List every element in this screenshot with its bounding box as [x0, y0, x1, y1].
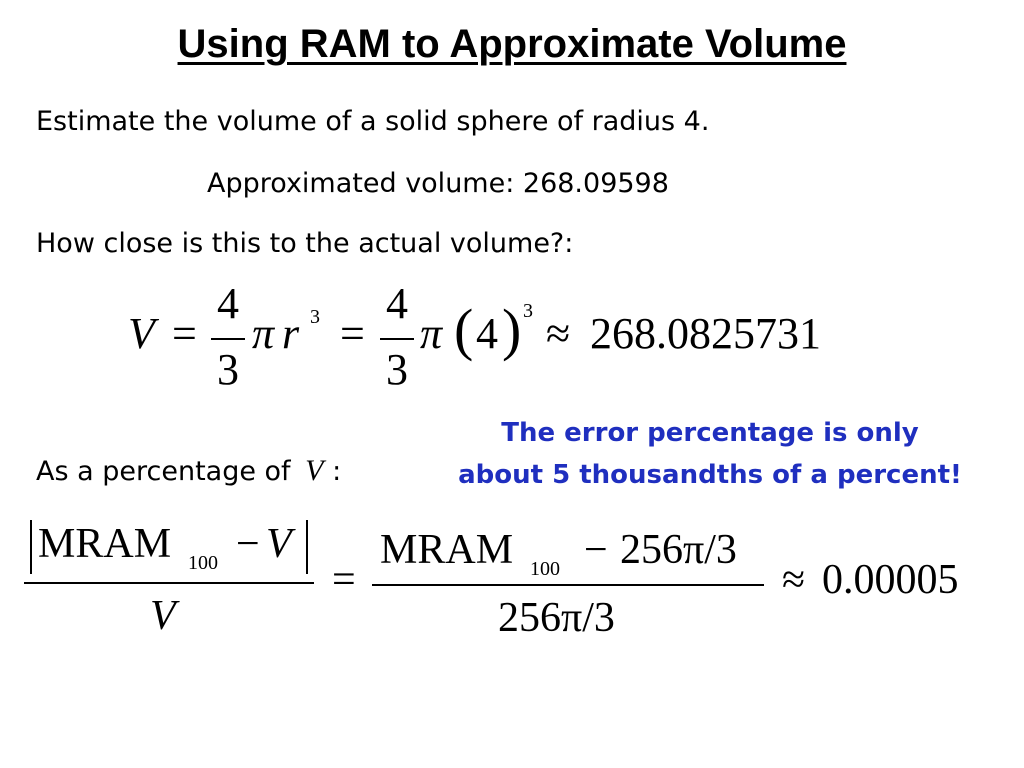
- formula2-minus: −: [236, 521, 260, 567]
- percentage-variable: V: [305, 454, 324, 487]
- formula2-v: V: [266, 521, 292, 567]
- approximated-volume-text: Approximated volume: 268.09598: [207, 168, 669, 199]
- percentage-label-row: [36, 454, 341, 488]
- fraction-bar-2: [380, 338, 414, 340]
- question-text: How close is this to the actual volume?:: [36, 228, 574, 259]
- formula-right-paren: ): [502, 297, 522, 362]
- formula2-subscript-2: 100: [530, 558, 560, 580]
- formula2-equals: =: [332, 557, 356, 603]
- formula-v: V: [128, 309, 155, 358]
- formula-pi-1: π: [252, 309, 275, 358]
- formula-equals-2: =: [340, 309, 365, 358]
- intro-text: Estimate the volume of a solid sphere of radius 4.: [36, 106, 710, 137]
- formula-approx-1: ≈: [546, 309, 571, 358]
- abs-bar-left: [30, 520, 32, 574]
- formula2-approx: ≈: [782, 557, 806, 603]
- formula-equals-1: =: [172, 309, 197, 358]
- formula2-fraction-bar-1: [24, 582, 314, 584]
- formula2-denominator-v: V: [150, 593, 176, 639]
- callout-line-2: about 5 thousandths of a percent!: [458, 460, 962, 490]
- percentage-colon: :: [332, 456, 342, 487]
- percentage-label: As a percentage of: [36, 456, 291, 487]
- formula-numerator-1: 4: [217, 279, 239, 328]
- formula2-minus-2: −: [584, 527, 608, 573]
- formula-left-paren: (: [454, 297, 474, 362]
- formula-exponent-1: 3: [310, 306, 320, 328]
- formula2-mram-2: MRAM: [380, 527, 514, 573]
- error-callout: [440, 412, 980, 496]
- formula-result-1: 268.0825731: [590, 309, 821, 358]
- page-title: Using RAM to Approximate Volume: [177, 22, 847, 66]
- formula2-mram: MRAM: [38, 521, 172, 567]
- formula2-denominator: 256π/3: [498, 595, 615, 641]
- abs-bar-right: [306, 520, 308, 574]
- formula-denominator-2: 3: [386, 345, 408, 394]
- formula-numerator-2: 4: [386, 279, 408, 328]
- formula2-result: 0.00005: [822, 557, 959, 603]
- formula-exponent-2: 3: [523, 300, 533, 322]
- callout-line-1: The error percentage is only: [501, 418, 919, 448]
- formula-four: 4: [476, 309, 498, 358]
- formula2-fraction-bar-2: [372, 584, 764, 586]
- formula2-numerator-rest: 256π/3: [620, 527, 737, 573]
- formula-pi-2: π: [420, 309, 443, 358]
- formula-denominator-1: 3: [217, 345, 239, 394]
- formula-r: r: [282, 309, 300, 358]
- fraction-bar-1: [211, 338, 245, 340]
- formula2-subscript: 100: [188, 552, 218, 574]
